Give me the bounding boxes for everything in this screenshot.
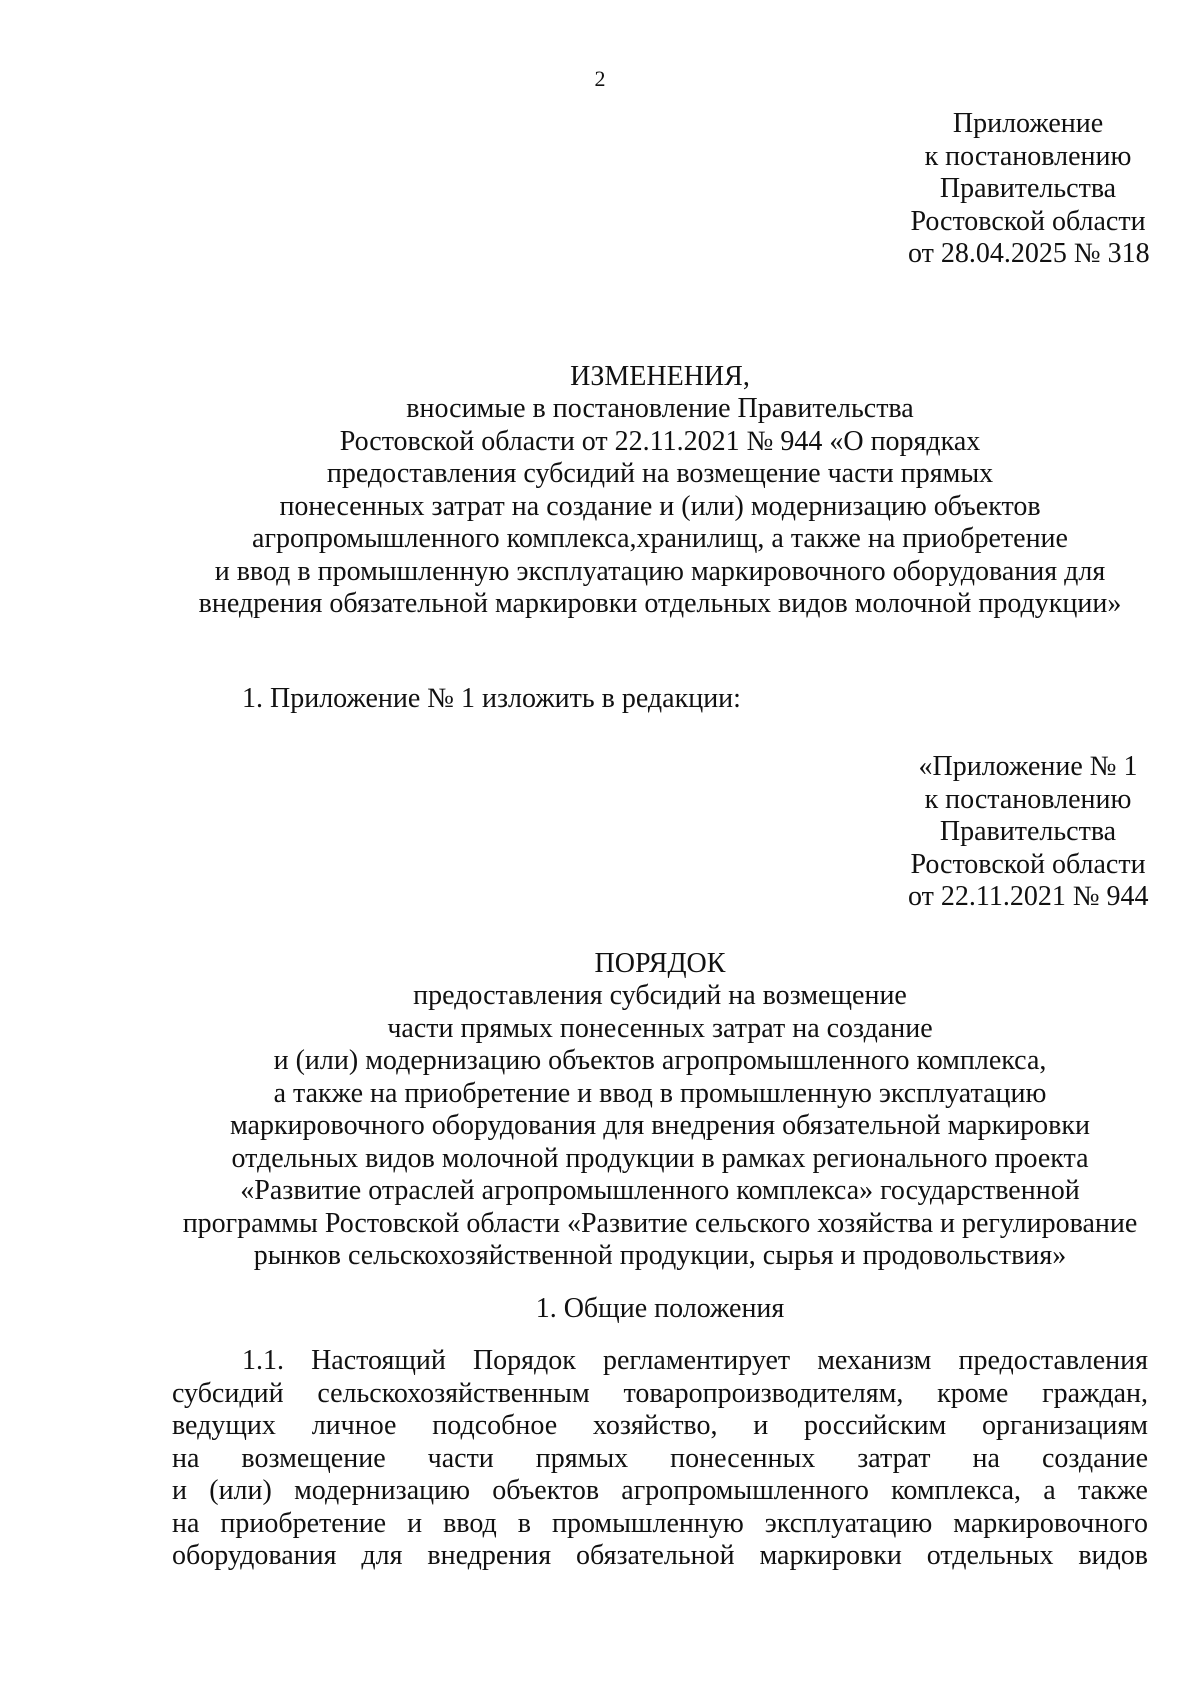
procedure-title-line: предоставления субсидий на возмещение [413,980,907,1011]
appendix-header-line: Приложение [952,108,1104,139]
procedure-title-line: части прямых понесенных затрат на создание [387,1012,933,1044]
appendix-header [908,108,1148,271]
procedure-title-line: отдельных видов молочной продукции в рамках регионального проекта [231,1142,1089,1174]
section-heading: 1. Общие положения [535,1292,785,1324]
appendix-1-header [908,751,1148,914]
procedure-title [172,948,1148,1273]
appendix-1-header-line: Правительства [939,816,1117,847]
paragraph-line: на приобретение и ввод в промышленную эксплуатацию маркировочного [172,1507,1148,1539]
procedure-title-line: рынков сельскохозяйственной продукции, сырья и продовольствия» [253,1240,1067,1271]
page-number: 2 [594,66,606,91]
appendix-1-header-line: «Приложение № 1 [918,751,1138,782]
changes-title-line: внедрения обязательной маркировки отдельных видов молочной продукции» [198,588,1122,619]
procedure-title-line: а также на приобретение и ввод в промышленную эксплуатацию [273,1077,1047,1109]
document-body [172,108,1148,1573]
procedure-title-line: и (или) модернизацию объектов агропромышленного комплекса, [273,1045,1047,1076]
appendix-header-line: Правительства [939,173,1117,204]
paragraph-line: и (или) модернизацию объектов агропромышленного комплекса, а также [172,1475,1148,1506]
appendix-1-header-line: Ростовской области [910,848,1146,880]
procedure-title-line: маркировочного оборудования для внедрения обязательной маркировки [230,1110,1090,1141]
procedure-heading: ПОРЯДОК [594,947,726,979]
changes-title-line: и ввод в промышленную эксплуатацию маркировочного оборудования для [214,555,1106,587]
changes-title-line: предоставления субсидий на возмещение части прямых [326,458,994,489]
appendix-1-header-line: к постановлению [924,783,1132,815]
paragraph-line: 1.1. Настоящий Порядок регламентирует механизм предоставления [242,1345,1148,1376]
paragraph-line: ведущих личное подсобное хозяйство, и российским организациям [172,1410,1148,1441]
paragraph-line: оборудования для внедрения обязательной маркировки отдельных видов [172,1540,1148,1571]
paragraph-1-1 [172,1345,1148,1573]
paragraph-line: субсидий сельскохозяйственным товаропроизводителям, кроме граждан, [172,1377,1148,1409]
procedure-title-line: программы Ростовской области «Развитие сельского хозяйства и регулирование [182,1207,1138,1239]
changes-title-line: понесенных затрат на создание и (или) модернизацию объектов [279,490,1041,522]
item-1: 1. Приложение № 1 изложить в редакции: [242,682,741,714]
procedure-title-line: «Развитие отраслей агропромышленного комплекса» государственной [240,1175,1080,1206]
appendix-header-line: Ростовской области [910,205,1146,237]
section-1-title [172,1293,1148,1326]
appendix-header-line: к постановлению [924,140,1132,172]
changes-title-line: агропромышленного комплекса,хранилищ, а также на приобретение [252,523,1068,554]
changes-heading: ИЗМЕНЕНИЯ, [570,360,750,392]
paragraph-line: на возмещение части прямых понесенных затрат на создание [172,1442,1148,1474]
changes-title [172,361,1148,621]
appendix-header-line: от 28.04.2025 № 318 [908,238,1150,269]
changes-title-line: Ростовской области от 22.11.2021 № 944 «О порядках [339,425,981,457]
appendix-1-header-line: от 22.11.2021 № 944 [908,881,1149,912]
changes-title-line: вносимые в постановление Правительства [406,393,914,424]
